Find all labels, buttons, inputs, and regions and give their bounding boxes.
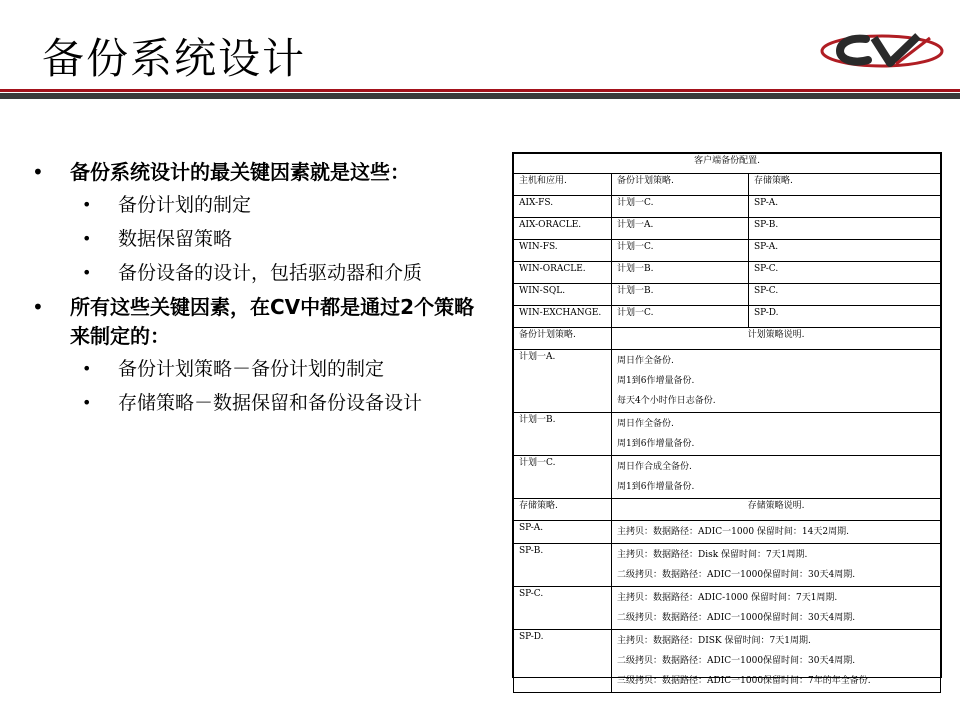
table-cell: SP-D.	[749, 306, 941, 328]
table-row	[514, 413, 941, 456]
table-cell: SP-A.	[749, 240, 941, 262]
cell-line: 周1到6作增量备份.	[617, 482, 695, 492]
bullet-level2	[30, 355, 480, 383]
table-cell: 计划一B.	[612, 262, 749, 284]
cell-line: 主拷贝：数据路径：Disk 保留时间：7天1周期.	[617, 550, 808, 560]
table-cell: WIN-SQL.	[514, 284, 612, 306]
table-cell: 计划一B.	[612, 284, 749, 306]
bullet-level2	[30, 191, 480, 219]
table-row	[514, 587, 941, 630]
bullet-dot: •	[82, 359, 92, 378]
table-row	[514, 630, 941, 693]
cell-line: 周日作全备份.	[617, 419, 674, 429]
cell-line: 周日作合成全备份.	[617, 462, 692, 472]
table-row	[514, 218, 941, 240]
bullet-text: 备份计划的制定	[118, 194, 252, 216]
table-row	[514, 456, 941, 499]
table-cell: WIN-ORACLE.	[514, 262, 612, 284]
cell-line: 周日作全备份.	[617, 356, 674, 366]
bullet-text: 备份系统设计的最关键因素就是这些：	[70, 160, 410, 184]
table-header-cell: 备份计划策略.	[514, 328, 612, 350]
table-cell	[612, 350, 941, 413]
bullet-dot: •	[32, 295, 44, 319]
table-row	[514, 196, 941, 218]
slide-title: 备份系统设计	[42, 34, 307, 83]
bullet-text: 备份设备的设计，包括驱动器和介质	[118, 262, 423, 284]
table-cell: WIN-FS.	[514, 240, 612, 262]
table-cell: 计划一B.	[514, 413, 612, 456]
bullet-list	[30, 158, 480, 423]
bullet-dot: •	[82, 229, 92, 248]
bullet-text: 备份计划策略－备份计划的制定	[118, 358, 385, 380]
table-cell	[612, 587, 941, 630]
table-row	[514, 521, 941, 544]
table-cell: AIX-ORACLE.	[514, 218, 612, 240]
cell-line: 二级拷贝：数据路径：ADIC一1000保留时间：30天4周期.	[617, 570, 856, 580]
bullet-level1	[30, 293, 480, 351]
table-header-cell: 存储策略.	[749, 174, 941, 196]
bullet-dot: •	[82, 393, 92, 412]
table-cell: 计划一C.	[612, 196, 749, 218]
table-cell: AIX-FS.	[514, 196, 612, 218]
table-cell: SP-C.	[749, 284, 941, 306]
cell-line: 主拷贝：数据路径：DISK 保留时间：7天1周期.	[617, 636, 811, 646]
table-cell: 计划一A.	[514, 350, 612, 413]
bullet-level2	[30, 259, 480, 287]
table-row	[514, 306, 941, 328]
table-cell: 计划一C.	[612, 306, 749, 328]
backup-config-table	[512, 152, 942, 686]
table-row	[514, 350, 941, 413]
table-cell	[612, 521, 941, 544]
cv-logo	[818, 30, 946, 72]
bullet-dot: •	[82, 263, 92, 282]
table-cell: SP-C.	[514, 587, 612, 630]
cell-line: 周1到6作增量备份.	[617, 439, 695, 449]
table-row	[514, 284, 941, 306]
table-cell: 计划一C.	[514, 456, 612, 499]
header-rule-dark	[0, 93, 960, 99]
table-cell: 计划一A.	[612, 218, 749, 240]
cell-line: 周1到6作增量备份.	[617, 376, 695, 386]
table-cell	[612, 456, 941, 499]
cell-line: 二级拷贝：数据路径：ADIC一1000保留时间：30天4周期.	[617, 656, 856, 666]
cell-line: 每天4个小时作日志备份.	[617, 396, 716, 406]
table-header-cell: 备份计划策略.	[612, 174, 749, 196]
table-cell	[612, 544, 941, 587]
table-cell: WIN-EXCHANGE.	[514, 306, 612, 328]
table-cell: SP-A.	[749, 196, 941, 218]
bullet-dot: •	[82, 195, 92, 214]
bullet-text: 存储策略－数据保留和备份设备设计	[118, 392, 423, 414]
table-cell: SP-C.	[749, 262, 941, 284]
table-header-cell: 存储策略说明.	[612, 499, 941, 521]
table-row	[514, 262, 941, 284]
table-cell: SP-B.	[749, 218, 941, 240]
table-row	[514, 544, 941, 587]
table-header-cell: 存储策略.	[514, 499, 612, 521]
header-rule-red	[0, 89, 960, 92]
table-cell	[612, 413, 941, 456]
cell-line: 主拷贝：数据路径：ADIC一1000 保留时间：14天2周期.	[617, 527, 849, 537]
table-cell	[612, 630, 941, 693]
table-header-cell: 主机和应用.	[514, 174, 612, 196]
table-cell: SP-A.	[514, 521, 612, 544]
cell-line: 主拷贝：数据路径：ADIC-1000 保留时间：7天1周期.	[617, 593, 838, 603]
table-cell: SP-D.	[514, 630, 612, 693]
bullet-level1	[30, 158, 480, 187]
cell-line: 三级拷贝：数据路径：ADIC一1000保留时间：7年的年全备份.	[617, 676, 871, 686]
bullet-level2	[30, 389, 480, 417]
table-header-cell: 计划策略说明.	[612, 328, 941, 350]
bullet-text: 所有这些关键因素，在CV中都是通过2个策略来制定的：	[70, 295, 475, 348]
table-cell: SP-B.	[514, 544, 612, 587]
table-caption: 客户端备份配置.	[514, 154, 941, 174]
cell-line: 二级拷贝：数据路径：ADIC一1000保留时间：30天4周期.	[617, 613, 856, 623]
bullet-text: 数据保留策略	[118, 228, 233, 250]
bullet-level2	[30, 225, 480, 253]
bullet-dot: •	[32, 160, 44, 184]
table-row	[514, 240, 941, 262]
table-cell: 计划一C.	[612, 240, 749, 262]
